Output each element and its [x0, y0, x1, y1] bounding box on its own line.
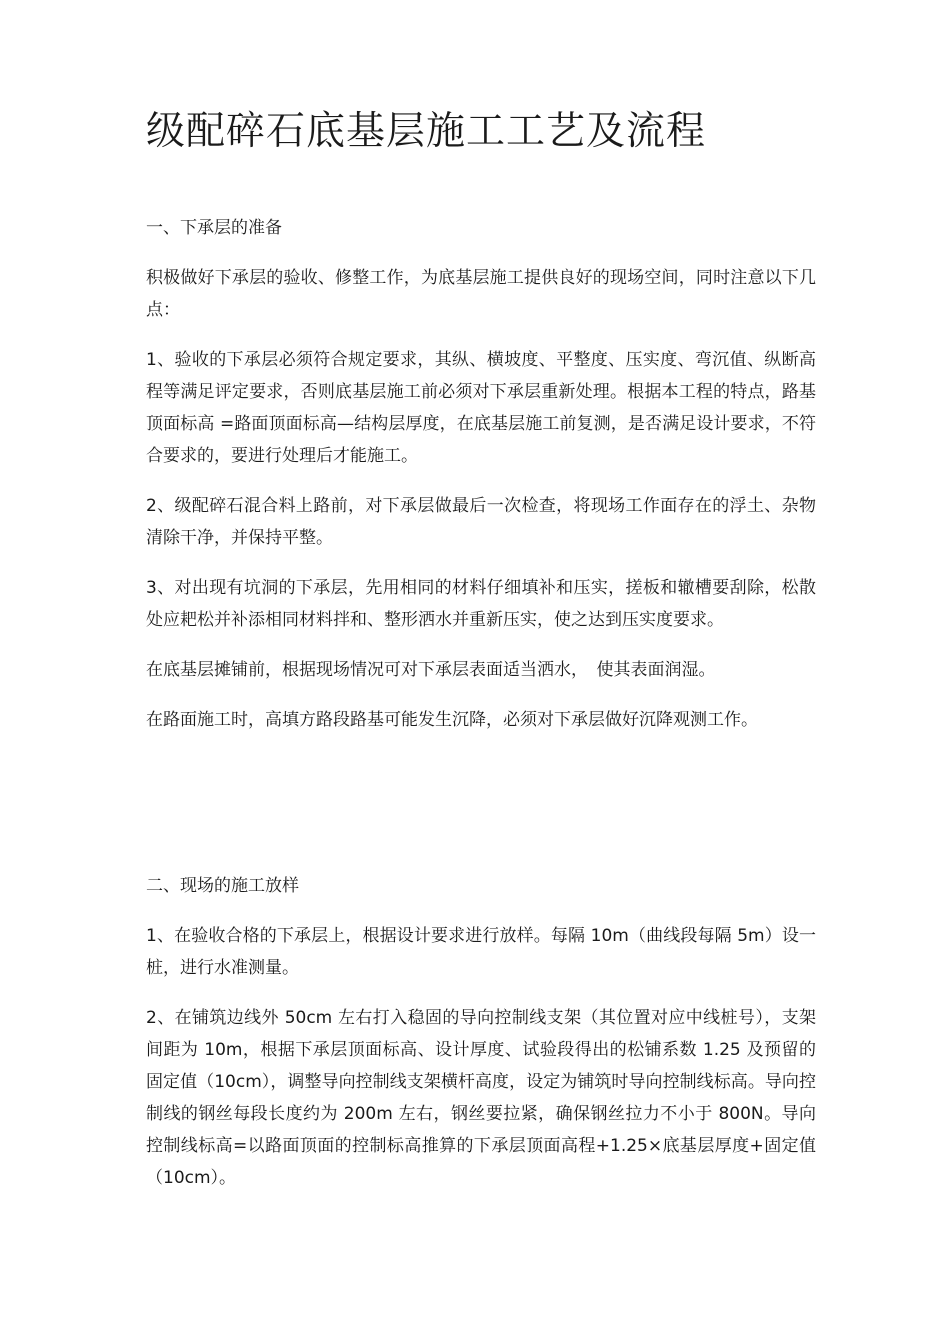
- section-heading: 二、现场的施工放样: [146, 876, 299, 896]
- paragraph-intro: 积极做好下承层的验收、修整工作，为底基层施工提供良好的现场空间，同时注意以下几点：: [146, 268, 816, 320]
- paragraph-note-1: 在底基层摊铺前，根据现场情况可对下承层表面适当洒水， 使其表面润湿。: [146, 660, 716, 680]
- section-site-layout: [146, 870, 816, 1212]
- paragraph-item-2: 2、在铺筑边线外 50cm 左右打入稳固的导向控制线支架（其位置对应中线桩号），支架间距为 10m，根据下承层顶面标高、设计厚度、试验段得出的松铺系数 1.25 及预留的固定值（10cm），调整导向控制线支架横杆高度，设定为铺筑时导向控制线标高。导向控制线的钢丝每段长度约为 200m 左右，钢丝要拉紧，确保钢丝拉力不小于 800N。导向控制线标高=以路面顶面的控制标高推算的下承层顶面高程+1.25×底基层厚度+固定值（10cm）。: [146, 1008, 816, 1188]
- paragraph-item-2: 2、级配碎石混合料上路前，对下承层做最后一次检查，将现场工作面存在的浮土、杂物清除干净，并保持平整。: [146, 496, 816, 548]
- section-heading: 一、下承层的准备: [146, 218, 282, 238]
- paragraph-item-1: 1、验收的下承层必须符合规定要求，其纵、横坡度、平整度、压实度、弯沉值、纵断高程等满足评定要求，否则底基层施工前必须对下承层重新处理。根据本工程的特点，路基顶面标高 =路面顶面标高—结构层厚度，在底基层施工前复测，是否满足设计要求，不符合要求的，要进行处理后才能施工。: [146, 350, 816, 466]
- section-lower-layer-preparation: [146, 212, 816, 754]
- paragraph-item-1: 1、在验收合格的下承层上，根据设计要求进行放样。每隔 10m（曲线段每隔 5m）设一桩，进行水准测量。: [146, 926, 816, 978]
- paragraph-note-2: 在路面施工时，高填方路段路基可能发生沉降，必须对下承层做好沉降观测工作。: [146, 710, 758, 730]
- document-title: 级配碎石底基层施工工艺及流程: [146, 109, 707, 154]
- paragraph-item-3: 3、对出现有坑洞的下承层，先用相同的材料仔细填补和压实，搓板和辙槽要刮除，松散处应耙松并补添相同材料拌和、整形洒水并重新压实，使之达到压实度要求。: [146, 578, 816, 630]
